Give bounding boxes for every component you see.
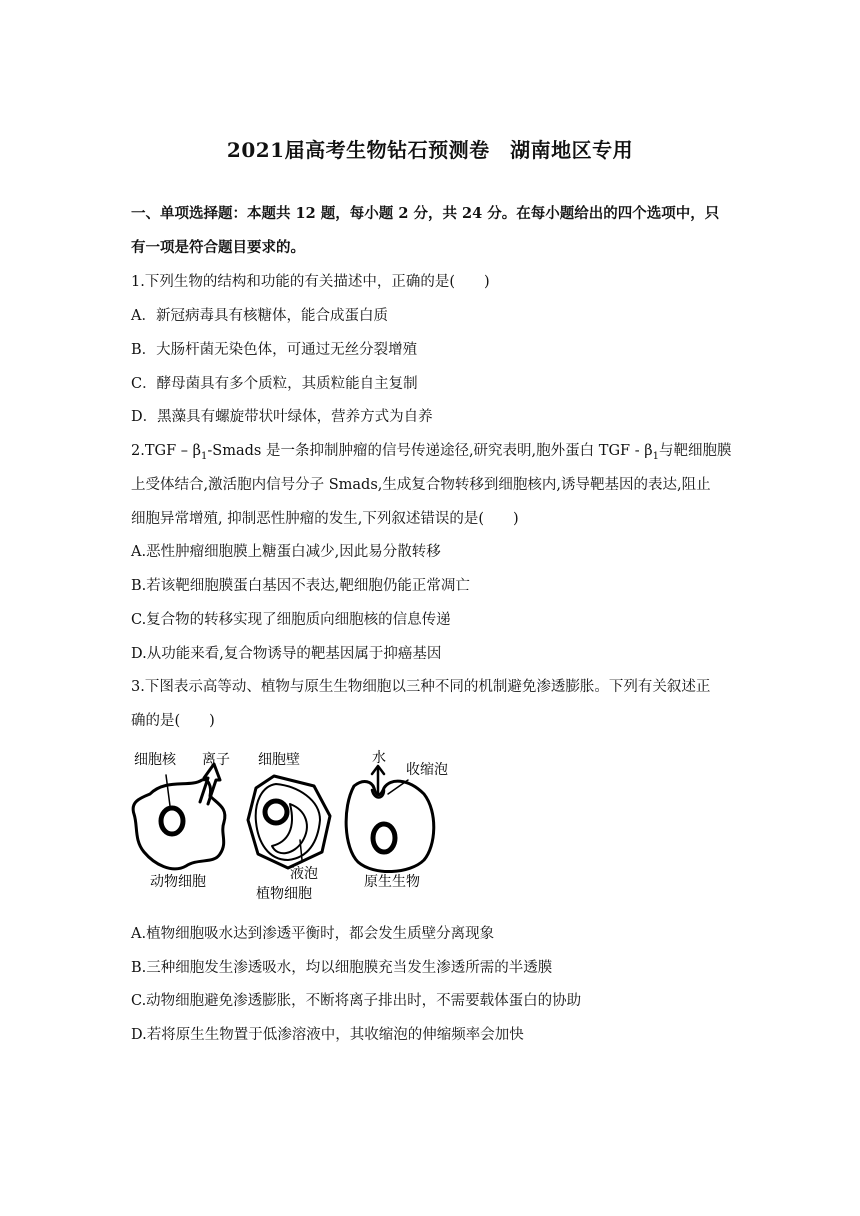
nucleus-leader-line	[166, 775, 170, 806]
osmosis-cells-figure	[128, 742, 458, 907]
question-1-option-d: D．黑藻具有螺旋带状叶绿体，营养方式为自养	[131, 409, 433, 425]
question-3-stem-line1: 3.下图表示高等动、植物与原生生物细胞以三种不同的机制避免渗透膨胀。下列有关叙述正	[131, 679, 711, 695]
q2-stem-part-c: 与靶细胞膜	[658, 443, 732, 459]
q2-subscript-1: 1	[201, 450, 208, 462]
label-animal-cell: 动物细胞	[150, 874, 206, 890]
page-title: 2021届高考生物钻石预测卷 湖南地区专用	[226, 138, 634, 162]
question-3-option-b: B.三种细胞发生渗透吸水，均以细胞膜充当发生渗透所需的半透膜	[131, 960, 553, 976]
question-1-option-b: B．大肠杆菌无染色体，可通过无丝分裂增殖	[131, 342, 418, 358]
question-2-stem-line3: 细胞异常增殖, 抑制恶性肿瘤的发生,下列叙述错误的是( )	[131, 511, 519, 527]
question-2-stem-line2: 上受体结合,激活胞内信号分子 Smads,生成复合物转移到细胞核内,诱导靶基因的表达,阻止	[131, 477, 711, 493]
section-heading-line1: 一、单项选择题：本题共 12 题，每小题 2 分，共 24 分。在每小题给出的四个选项中，只	[131, 205, 720, 222]
animal-cell-nucleus	[161, 808, 183, 834]
question-3-option-a: A.植物细胞吸水达到渗透平衡时，都会发生质壁分离现象	[131, 926, 495, 942]
label-water: 水	[372, 750, 386, 766]
q2-stem-part-a: 2.TGF – β	[131, 443, 202, 459]
label-contractile-vacuole: 收缩泡	[406, 762, 448, 778]
label-protist: 原生生物	[364, 874, 420, 890]
plant-cell-membrane	[256, 784, 320, 860]
plant-cell-nucleus	[265, 801, 287, 823]
q2-stem-part-b: -Smads 是一条抑制肿瘤的信号传递途径,研究表明,胞外蛋白 TGF - β	[207, 443, 653, 459]
question-2-option-d: D.从功能来看,复合物诱导的靶基因属于抑癌基因	[131, 646, 442, 662]
question-2-option-b: B.若该靶细胞膜蛋白基因不表达,靶细胞仍能正常凋亡	[131, 578, 470, 594]
q2-subscript-2: 1	[652, 450, 659, 462]
section-heading	[131, 197, 731, 265]
question-2-option-c: C.复合物的转移实现了细胞质向细胞核的信息传递	[131, 612, 451, 628]
question-3-stem-line2: 确的是( )	[131, 713, 215, 729]
question-3-option-c: C.动物细胞避免渗透膨胀，不断将离子排出时，不需要载体蛋白的协助	[131, 993, 582, 1009]
question-1-option-c: C．酵母菌具有多个质粒，其质粒能自主复制	[131, 376, 418, 392]
question-2-stem-line1	[131, 439, 731, 462]
section-heading-line2: 有一项是符合题目要求的。	[131, 239, 305, 256]
plant-cell-wall	[248, 776, 330, 868]
protist-nucleus	[373, 824, 395, 852]
label-nucleus: 细胞核	[134, 752, 176, 768]
label-vacuole: 液泡	[290, 866, 318, 882]
question-3-option-d: D.若将原生生物置于低渗溶液中，其收缩泡的伸缩频率会加快	[131, 1027, 524, 1043]
question-1-stem: 1.下列生物的结构和功能的有关描述中，正确的是( )	[131, 274, 490, 290]
label-plant-cell: 植物细胞	[256, 886, 312, 902]
question-2-option-a: A.恶性肿瘤细胞膜上糖蛋白减少,因此易分散转移	[131, 544, 441, 560]
question-1-option-a: A．新冠病毒具有核糖体，能合成蛋白质	[131, 308, 388, 324]
label-ion: 离子	[202, 752, 230, 768]
label-cell-wall: 细胞壁	[258, 752, 300, 768]
